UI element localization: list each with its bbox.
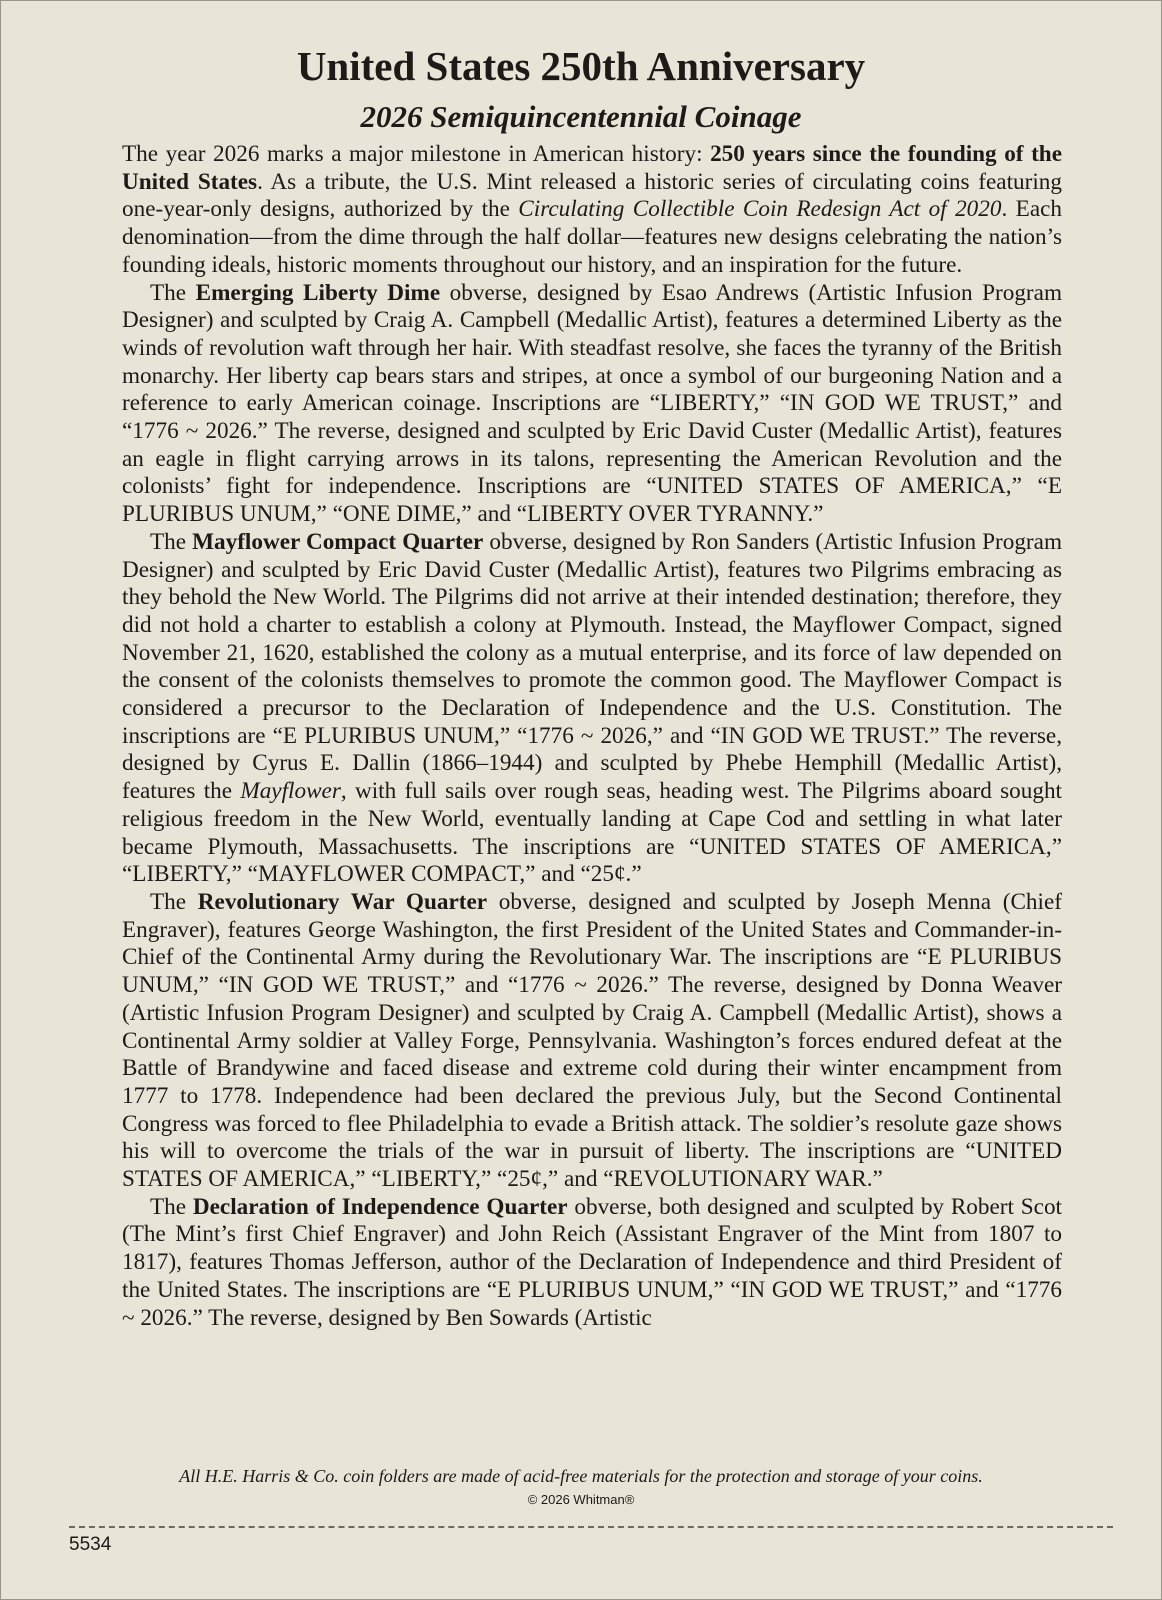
coin-name: Declaration of Independence Quarter — [192, 1193, 568, 1220]
footer-note: All H.E. Harris & Co. coin folders are made of acid-free materials for the protection and storage of your coins. — [179, 1466, 983, 1486]
dime-paragraph — [122, 280, 1062, 529]
article-body — [122, 141, 1062, 1441]
text-run: obverse, designed by Esao Andrews (Artistic Infusion Program Designer) and sculpted by Craig A. Campbell (Medallic Artist), features a determined Liberty as the winds of revolution waft through her hair. With steadfast resolve, she faces the tyranny of the British monarchy. Her liberty cap bears stars and stripes, at once a symbol of our burgeoning Nation and a reference to early American coinage. Inscriptions are “LIBERTY,” “IN GOD WE TRUST,” and “1776 ~ 2026.” The reverse, designed and sculpted by Eric David Custer (Medallic Artist), features an eagle in flight carrying arrows in its talons, representing the American Revolution and the colonists’ fight for independence. Inscriptions are “UNITED STATES OF AMERICA,” “E PLURIBUS UNUM,” “ONE DIME,” and “LIBERTY OVER TYRANNY.” — [122, 279, 1062, 528]
page-subtitle: 2026 Semiquincentennial Coinage — [360, 99, 802, 134]
revolutionary-war-paragraph — [122, 889, 1062, 1194]
dashed-cut-line — [69, 1526, 1113, 1528]
act-title: Circulating Collectible Coin Redesign Act of 2020 — [518, 196, 1002, 223]
text-run: The — [150, 888, 198, 915]
text-run: The — [150, 528, 193, 555]
text-run: obverse, designed and sculpted by Joseph Menna (Chief Engraver), features George Washington, the first President of the United States and Commander-in-Chief of the Continental Army during the Revolutionary War. The inscriptions are “E PLURIBUS UNUM,” “IN GOD WE TRUST,” and “1776 ~ 2026.” The reverse, designed by Donna Weaver (Artistic Infusion Program Designer) and sculpted by Craig A. Campbell (Medallic Artist), shows a Continental Army soldier at Valley Forge, Pennsylvania. Washington’s forces endured defeat at the Battle of Brandywine and faced disease and extreme cold during their winter encampment from 1777 to 1778. Independence had been declared the previous July, but the Second Continental Congress was forced to flee Philadelphia to evade a British attack. The soldier’s resolute gaze shows his will to overcome the trials of the war in pursuit of liberty. The inscriptions are “UNITED STATES OF AMERICA,” “LIBERTY,” “25¢,” and “REVOLUTIONARY WAR.” — [122, 888, 1062, 1193]
coin-name: Mayflower Compact Quarter — [192, 528, 484, 555]
text-run: The — [150, 279, 196, 306]
text-run: The year 2026 marks a major milestone in American history: — [122, 141, 711, 167]
text-run: The — [150, 1193, 193, 1220]
text-run: . Each denomination—from the dime through the half dollar—features new designs celebrating the nation’s founding ideals, historic moments throughout our history, and an inspiration for the future. — [122, 196, 1062, 278]
text-run: obverse, designed by Ron Sanders (Artistic Infusion Program Designer) and sculpted by Eric David Custer (Medallic Artist), features two Pilgrims embracing as they behold the New World. The Pilgrims did not arrive at their intended destination; therefore, they did not hold a charter to establish a colony at Plymouth. Instead, the Mayflower Compact, signed November 21, 1620, established the colony as a mutual enterprise, and its force of law depended on the consent of the colonists themselves to promote the common good. The Mayflower Compact is considered a precursor to the Declaration of Independence and the U.S. Constitution. The inscriptions are “E PLURIBUS UNUM,” “1776 ~ 2026,” and “IN GOD WE TRUST.” The reverse, designed by Cyrus E. Dallin (1866–1944) and sculpted by Phebe Hemphill (Medallic Artist), features the — [122, 528, 1062, 805]
declaration-paragraph — [122, 1194, 1062, 1333]
coin-name: Emerging Liberty Dime — [195, 279, 441, 306]
text-run: obverse, both designed and sculpted by Robert Scot (The Mint’s first Chief Engraver) and John Reich (Assistant Engraver of the Mint from 1807 to 1817), features Thomas Jefferson, author of the Declaration of Independence and third President of the United States. The inscriptions are “E PLURIBUS UNUM,” “IN GOD WE TRUST,” and “1776 ~ 2026.” The reverse, designed by Ben Sowards (Artistic — [122, 1193, 1062, 1331]
intro-paragraph — [122, 141, 1062, 280]
text-run: , with full sails over rough seas, heading west. The Pilgrims aboard sought religious freedom in the New World, eventually landing at Cape Cod and settling in what later became Plymouth, Massachusetts. The inscriptions are “UNITED STATES OF AMERICA,” “LIBERTY,” “MAYFLOWER COMPACT,” and “25¢.” — [122, 778, 1062, 888]
page-title: United States 250th Anniversary — [296, 43, 866, 89]
ship-name: Mayflower — [240, 778, 341, 805]
text-run: . As a tribute, the U.S. Mint released a historic series of circulating coins featuring one-year-only designs, authorized by the — [122, 168, 1062, 223]
emphasis-text: 250 years since the founding of the United States — [122, 141, 1062, 195]
coin-name: Revolutionary War Quarter — [197, 888, 488, 915]
product-code: 5534 — [69, 1534, 112, 1555]
copyright: © 2026 Whitman® — [527, 1492, 635, 1507]
mayflower-paragraph — [122, 529, 1062, 889]
